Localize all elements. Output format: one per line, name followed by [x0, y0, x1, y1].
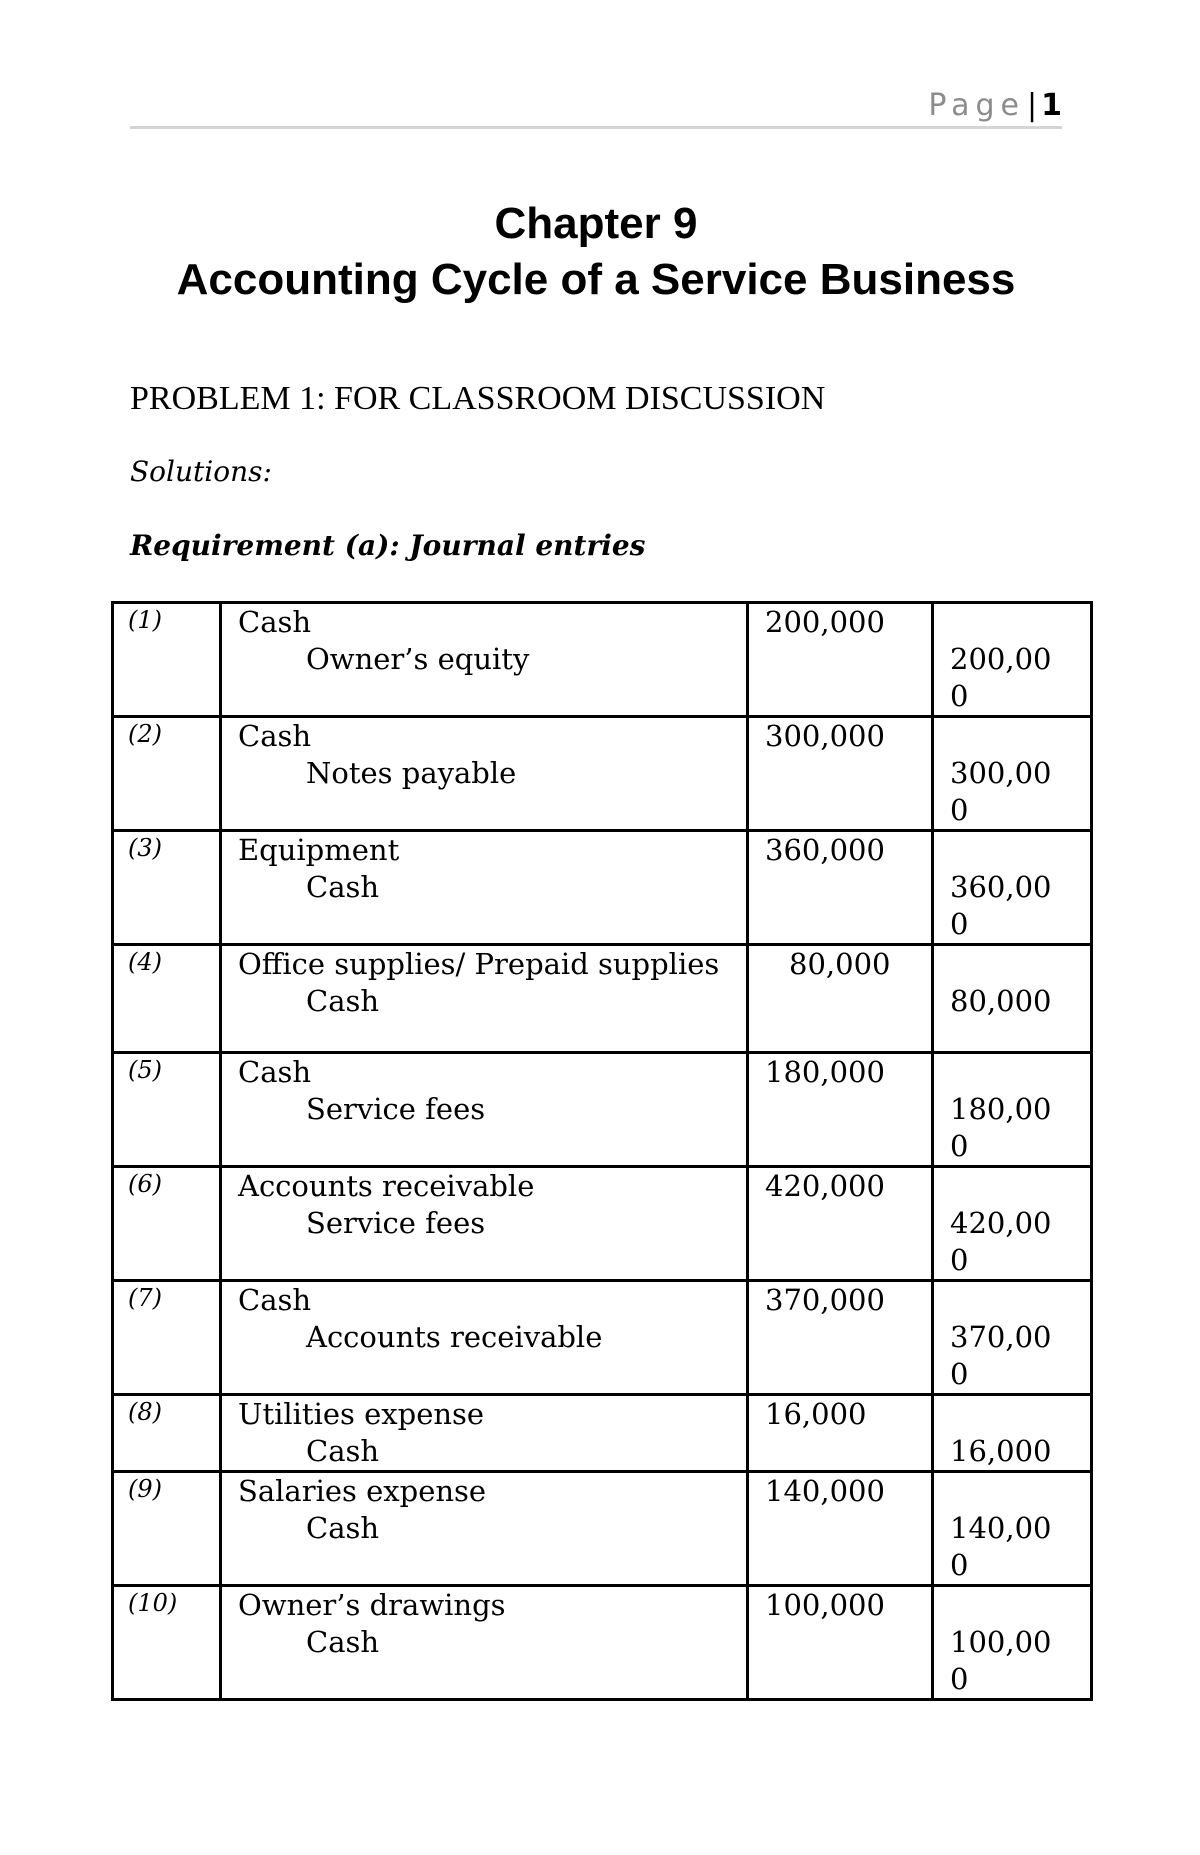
- entry-accounts: [221, 945, 748, 1053]
- entry-number: (3): [113, 831, 221, 945]
- credit-cell: [933, 1472, 1092, 1586]
- entry-accounts: [221, 1586, 748, 1700]
- credit-amount: 16,000: [950, 1434, 1052, 1468]
- problem-heading: PROBLEM 1: FOR CLASSROOM DISCUSSION: [130, 380, 826, 417]
- entry-number: (8): [113, 1395, 221, 1472]
- debit-account: Cash: [238, 1283, 312, 1317]
- credit-account: Notes payable: [306, 756, 517, 790]
- entry-accounts: [221, 603, 748, 717]
- credit-account: Service fees: [306, 1206, 486, 1240]
- entry-number: (10): [113, 1586, 221, 1700]
- debit-amount: 200,000: [748, 603, 933, 717]
- entry-number: (1): [113, 603, 221, 717]
- page-header: [130, 86, 1062, 129]
- entry-accounts: [221, 831, 748, 945]
- credit-account: Cash: [306, 1625, 380, 1659]
- debit-account: Cash: [238, 605, 312, 639]
- journal-row: [113, 1472, 1092, 1586]
- entry-number: (6): [113, 1167, 221, 1281]
- credit-cell: [933, 1395, 1092, 1472]
- entry-accounts: [221, 717, 748, 831]
- credit-account: Cash: [306, 984, 380, 1018]
- journal-row: [113, 1281, 1092, 1395]
- debit-account: Accounts receivable: [238, 1169, 535, 1203]
- credit-amount: 100,000: [950, 1625, 1052, 1696]
- page-separator: |: [1027, 88, 1038, 123]
- credit-account: Cash: [306, 1434, 380, 1468]
- debit-account: Equipment: [238, 833, 400, 867]
- debit-amount: 300,000: [748, 717, 933, 831]
- journal-row: [113, 1167, 1092, 1281]
- debit-amount-value: 80,000: [789, 947, 891, 981]
- journal-entries-table: [111, 601, 1093, 1701]
- debit-amount: 140,000: [748, 1472, 933, 1586]
- journal-row: [113, 831, 1092, 945]
- journal-row: [113, 1053, 1092, 1167]
- debit-amount: 360,000: [748, 831, 933, 945]
- journal-row: [113, 603, 1092, 717]
- entry-number: (7): [113, 1281, 221, 1395]
- credit-cell: [933, 1586, 1092, 1700]
- journal-row: [113, 1586, 1092, 1700]
- entry-accounts: [221, 1281, 748, 1395]
- credit-amount: 200,000: [950, 642, 1052, 713]
- debit-amount: 370,000: [748, 1281, 933, 1395]
- debit-account: Cash: [238, 1055, 312, 1089]
- credit-amount: 140,000: [950, 1511, 1052, 1582]
- debit-account: Office supplies/ Prepaid supplies: [238, 947, 720, 981]
- credit-cell: [933, 831, 1092, 945]
- debit-amount: 16,000: [748, 1395, 933, 1472]
- entry-accounts: [221, 1167, 748, 1281]
- credit-cell: [933, 603, 1092, 717]
- credit-cell: [933, 1053, 1092, 1167]
- credit-cell: [933, 945, 1092, 1053]
- entry-accounts: [221, 1053, 748, 1167]
- credit-account: Service fees: [306, 1092, 486, 1126]
- credit-amount: 420,000: [950, 1206, 1052, 1277]
- debit-account: Owner’s drawings: [238, 1588, 506, 1622]
- credit-account: Accounts receivable: [306, 1320, 603, 1354]
- entry-accounts: [221, 1472, 748, 1586]
- journal-row: [113, 1395, 1092, 1472]
- credit-account: Cash: [306, 870, 380, 904]
- journal-row: [113, 945, 1092, 1053]
- credit-amount: 180,000: [950, 1092, 1052, 1163]
- solutions-label: Solutions:: [130, 455, 272, 488]
- debit-account: Cash: [238, 719, 312, 753]
- credit-amount: 370,000: [950, 1320, 1052, 1391]
- chapter-title: [130, 196, 1062, 308]
- requirement-heading: Requirement (a): Journal entries: [130, 529, 646, 562]
- debit-amount: 420,000: [748, 1167, 933, 1281]
- debit-account: Salaries expense: [238, 1474, 487, 1508]
- credit-amount: 300,000: [950, 756, 1052, 827]
- debit-amount: [748, 945, 933, 1053]
- entry-number: (9): [113, 1472, 221, 1586]
- entry-number: (4): [113, 945, 221, 1053]
- credit-cell: [933, 1167, 1092, 1281]
- credit-cell: [933, 717, 1092, 831]
- credit-account: Cash: [306, 1511, 380, 1545]
- debit-amount: 100,000: [748, 1586, 933, 1700]
- journal-row: [113, 717, 1092, 831]
- entry-number: (5): [113, 1053, 221, 1167]
- page-label: Page: [928, 88, 1026, 123]
- chapter-name: Accounting Cycle of a Service Business: [176, 255, 1016, 304]
- entry-number: (2): [113, 717, 221, 831]
- entry-accounts: [221, 1395, 748, 1472]
- credit-amount: 80,000: [950, 984, 1052, 1018]
- credit-amount: 360,000: [950, 870, 1052, 941]
- debit-amount: 180,000: [748, 1053, 933, 1167]
- credit-account: Owner’s equity: [306, 642, 530, 676]
- chapter-number: Chapter 9: [494, 199, 698, 248]
- page-number: 1: [1041, 88, 1062, 123]
- credit-cell: [933, 1281, 1092, 1395]
- debit-account: Utilities expense: [238, 1397, 485, 1431]
